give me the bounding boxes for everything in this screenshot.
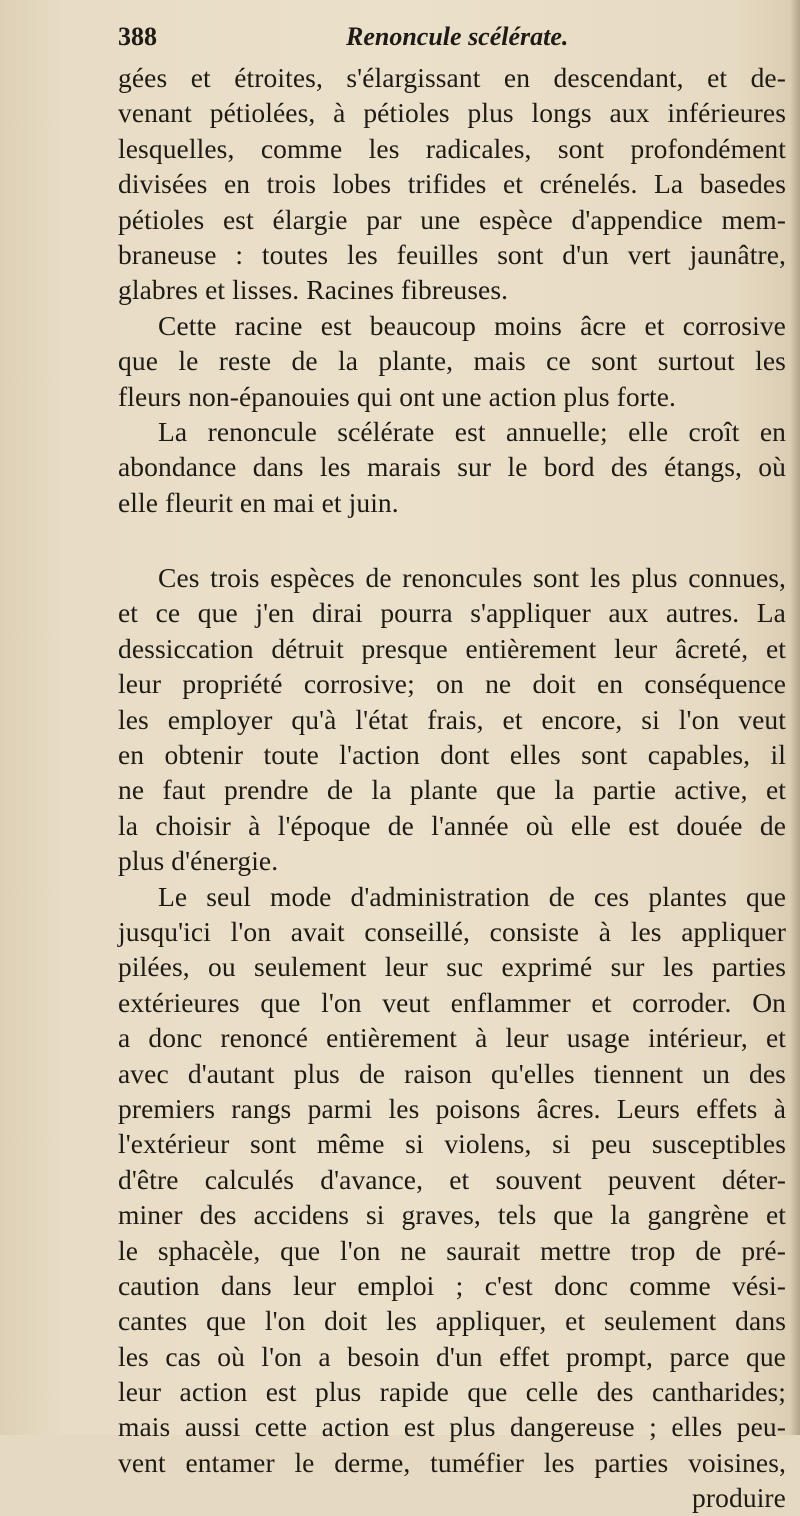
- text-line: pétioles est élargie par une espèce d'appendice mem-: [118, 203, 786, 235]
- text-line: a donc renoncé entièrement à leur usage intérieur, et: [118, 1022, 786, 1054]
- text-line: dessiccation détruit presque entièrement leur âcreté, et: [118, 632, 786, 664]
- page-header: [118, 22, 780, 62]
- text-line: mais aussi cette action est plus dangereuse ; elles peu-: [118, 1411, 786, 1443]
- text-line: extérieures que l'on veut enflammer et corroder. On: [118, 986, 786, 1018]
- text-line: la choisir à l'époque de l'année où elle est douée de: [118, 809, 786, 841]
- section-gap: [118, 520, 786, 560]
- text-line: Ces trois espèces de renoncules sont les plus connues,: [158, 562, 786, 594]
- text-line: en obtenir toute l'action dont elles sont capables, il: [118, 739, 786, 771]
- text-line: lesquelles, comme les radicales, sont profondément: [118, 132, 786, 164]
- catchword: produire: [692, 1482, 786, 1514]
- text-line: leur propriété corrosive; on ne doit en conséquence: [118, 668, 786, 700]
- text-line: glabres et lisses. Racines fibreuses.: [118, 274, 509, 306]
- text-line: avec d'autant plus de raison qu'elles tiennent un des: [118, 1057, 786, 1089]
- page-number: 388: [118, 22, 157, 51]
- text-line: les employer qu'à l'état frais, et encore, si l'on veut: [118, 703, 786, 735]
- text-line: et ce que j'en dirai pourra s'appliquer aux autres. La: [118, 597, 786, 629]
- text-line: le sphacèle, que l'on ne saurait mettre trop de pré-: [118, 1234, 786, 1266]
- text-line: leur action est plus rapide que celle des cantharides;: [118, 1376, 786, 1408]
- text-line: ne faut prendre de la plante que la partie active, et: [118, 774, 786, 806]
- text-line: La renoncule scélérate est annuelle; elle croît en: [158, 415, 786, 447]
- text-line: que le reste de la plante, mais ce sont surtout les: [118, 345, 786, 377]
- paragraph-plant-description: [118, 60, 786, 308]
- text-line: premiers rangs parmi les poisons âcres. Leurs effets à: [118, 1092, 786, 1124]
- text-line: Le seul mode d'administration de ces plantes que: [158, 880, 786, 912]
- text-line: cantes que l'on doit les appliquer, et seulement dans: [118, 1305, 786, 1337]
- text-line: vent entamer le derme, tuméfier les parties voisines,: [118, 1446, 786, 1478]
- paragraph-three-species: [118, 560, 786, 879]
- text-line: abondance dans les marais sur le bord des étangs, où: [118, 451, 786, 483]
- text-line: d'être calculés d'avance, et souvent peuvent déter-: [118, 1163, 786, 1195]
- text-line: miner des accidens si graves, tels que la gangrène et: [118, 1199, 786, 1231]
- text-line: gées et étroites, s'élargissant en descendant, et de-: [118, 62, 786, 93]
- text-line: elle fleurit en mai et juin.: [118, 486, 399, 518]
- text-line: jusqu'ici l'on avait conseillé, consiste à les appliquer: [118, 915, 786, 947]
- body-text: [118, 60, 786, 1516]
- text-line: les cas où l'on a besoin d'un effet prompt, parce que: [118, 1340, 786, 1372]
- text-line: pilées, ou seulement leur suc exprimé sur les parties: [118, 951, 786, 983]
- paragraph-administration: [118, 879, 786, 1481]
- text-line: braneuse : toutes les feuilles sont d'un vert jaunâtre,: [118, 238, 786, 270]
- text-line: Cette racine est beaucoup moins âcre et corrosive: [158, 309, 786, 341]
- text-line: plus d'énergie.: [118, 845, 279, 877]
- text-line: fleurs non-épanouies qui ont une action plus forte.: [118, 380, 677, 412]
- text-line: divisées en trois lobes trifides et crénelés. La basedes: [118, 168, 786, 200]
- text-line: l'extérieur sont même si violens, si peu susceptibles: [118, 1128, 786, 1160]
- text-line: caution dans leur emploi ; c'est donc comme vési-: [118, 1269, 786, 1301]
- text-line: venant pétiolées, à pétioles plus longs aux inférieures: [118, 97, 786, 129]
- paragraph-habitat: [118, 414, 786, 520]
- running-title: Renoncule scélérate.: [346, 22, 569, 51]
- paragraph-root-acridity: [118, 308, 786, 414]
